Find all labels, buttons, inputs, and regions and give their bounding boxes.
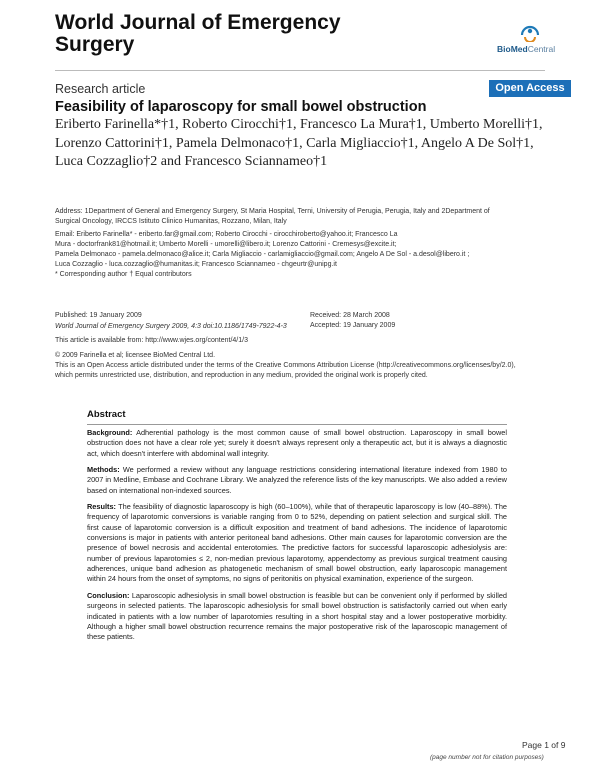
article-url[interactable]: This article is available from: http://www.wjes.org/content/4/1/3 <box>55 337 248 344</box>
abstract-background: Background: Adherential pathology is the most common cause of small bowel obstruction. Laparoscopy in small bowel obstruction does not have a clear role yet; surely it doesn't always represent only a therapeutic act, but it is always a diagnostic act, which doesn't interfere with abdominal wall integrity. <box>87 428 507 458</box>
received-date: Received: 28 March 2008 <box>310 312 390 319</box>
email-line-4: Luca Cozzaglio - luca.cozzaglio@humanitas.it; Francesco Sciannameo - chgeurtr@unipg.it <box>55 261 337 268</box>
address-line-1: Address: 1Department of General and Emergency Surgery, St Maria Hospital, Terni, University of Perugia, Perugia, Italy and 2Department of <box>55 208 490 215</box>
journal-title-line1: World Journal of Emergency <box>55 11 341 34</box>
page-number-note: (page number not for citation purposes) <box>430 754 544 761</box>
journal-title-line2: Surgery <box>55 33 135 56</box>
journal-title <box>55 12 385 56</box>
email-line-1: Email: Eriberto Farinella* - eriberto.far@gmail.com; Roberto Cirocchi - cirocchiroberto@yahoo.it; Francesco La <box>55 231 398 238</box>
copyright-line: © 2009 Farinella et al; licensee BioMed Central Ltd. <box>55 352 216 359</box>
open-access-badge: Open Access <box>489 80 571 97</box>
abstract-methods: Methods: We performed a review without any language restrictions considering international literature indexed from 1980 to 2007 in Medline, Embase and Cochrane Library. We analyzed the reference lists of the key manuscripts. We also added a review based on international non-indexed sources. <box>87 465 507 495</box>
biomed-logo-icon <box>517 20 543 42</box>
publisher-name: BioMedCentral <box>497 44 556 54</box>
abstract-section <box>87 409 507 699</box>
address-line-2: Surgical Oncology, IRCCS Istituto Clinico Humanitas, Rozzano, Milan, Italy <box>55 218 287 225</box>
author-list: Eriberto Farinella*†1, Roberto Cirocchi†1, Francesco La Mura†1, Umberto Morelli†1, Lorenzo Cattorini†1, Pamela Delmonaco†1, Carla Migliaccio†1, Angelo A De Sol†1, Luca Cozzaglio†2 and Francesco Sciannameo†1 <box>55 117 543 170</box>
abstract-results: Results: The feasibility of diagnostic laparoscopy is high (60–100%), while that of therapeutic laparoscopy is low (40–88%). The frequency of laparotomic conversions is variable ranging from 0 to 52%, depending on patient selection and surgical skill. The first cause of laparotomic conversion is a difficult exposition and treatment of band adhesions. The incidence of laparotomic conversions is major in patients with anterior peritoneal band adhesions. Other main causes for laparotomic conversion are the presence of bowel necrosis and accidental enterotomies. The predictive factors for successful laparoscopic adhesiolysis are: number of previous laparotomies ≤ 2, non-median previous laparotomy, appendectomy as previous surgical treatment causing adherences, unique band adhesion as phatogenetic mechanism of small bowel obstruction, early laparoscopic management within 24 hours from the onset of symptoms, no signs of peritonitis on physical examination, experience of the surgeon. <box>87 502 507 584</box>
abstract-heading: Abstract <box>87 409 126 420</box>
email-line-3: Pamela Delmonaco - pamela.delmonaco@alice.it; Carla Migliaccio - carlamigliaccio@gmail.com; Angelo A De Sol - a.desol@libero.it ; <box>55 251 470 258</box>
license-line-2: which permits unrestricted use, distribution, and reproduction in any medium, provided the original work is properly cited. <box>55 372 428 379</box>
accepted-date: Accepted: 19 January 2009 <box>310 322 396 329</box>
published-date: Published: 19 January 2009 <box>55 312 142 319</box>
page-number: Page 1 of 9 <box>522 740 566 750</box>
author-notes: * Corresponding author † Equal contributors <box>55 271 192 278</box>
abstract-conclusion: Conclusion: Laparoscopic adhesiolysis in small bowel obstruction is feasible but can be convenient only if performed by skilled surgeons in selected patients. The laparoscopic adhesiolysis for small bowel obstruction is satisfactorily carried out when early indicated in patients with a low number of laparotomies resulting in a short hospital stay and a lower postoperative morbidity. Although a higher small bowel obstruction recurrence remains the major postoperative risk of the laparoscopic management of these patients. <box>87 590 507 642</box>
license-line-1: This is an Open Access article distributed under the terms of the Creative Commons Attribution License (http://creativecommons.org/licenses/by/2.0), <box>55 362 516 369</box>
biomed-central-logo <box>497 20 567 54</box>
citation: World Journal of Emergency Surgery 2009, 4:3 doi:10.1186/1749-7922-4-3 <box>55 323 287 330</box>
article-type: Research article <box>55 82 146 96</box>
email-line-2: Mura - doctorfrank81@hotmail.it; Umberto Morelli - umorelli@libero.it; Lorenzo Cattorini - Cremesys@excite.it; <box>55 241 397 248</box>
article-title: Feasibility of laparoscopy for small bowel obstruction <box>55 99 427 115</box>
header-rule <box>55 70 545 71</box>
abstract-rule <box>87 424 507 425</box>
